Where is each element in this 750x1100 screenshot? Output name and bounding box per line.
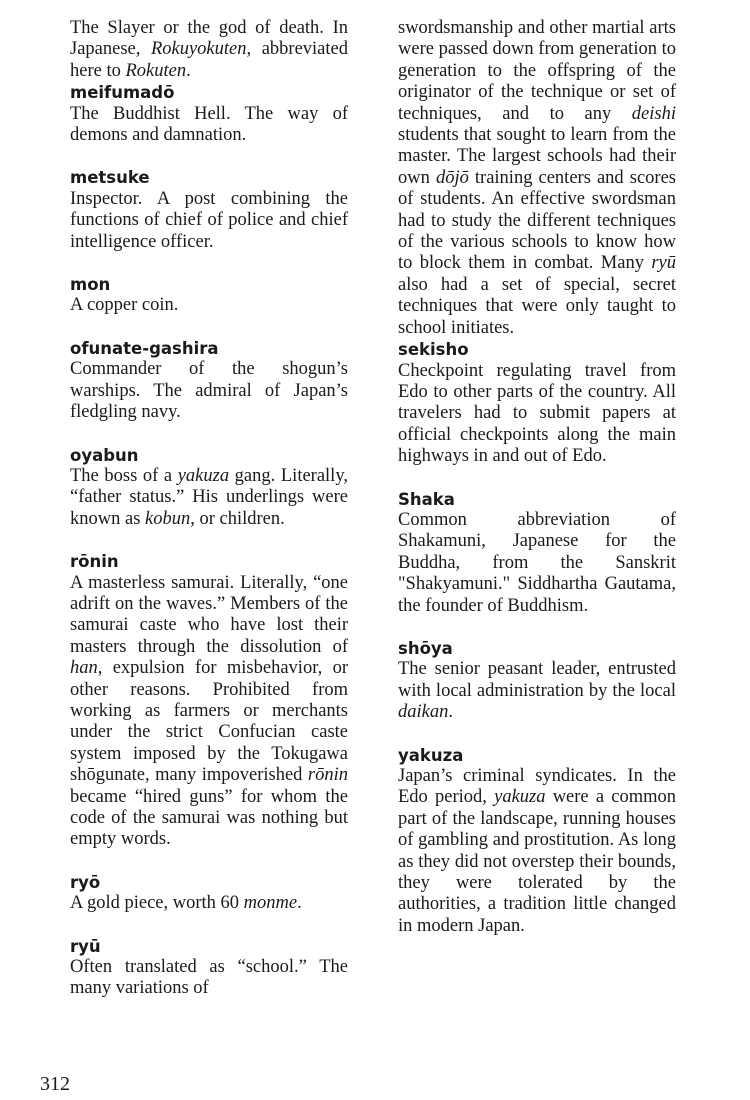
glossary-term: yakuza bbox=[398, 745, 464, 765]
glossary-term: ryū bbox=[70, 936, 101, 956]
glossary-definition: A gold piece, worth 60 monme. bbox=[70, 893, 302, 914]
glossary-definition: The senior peasant leader, entrusted with local administration by the local daikan. bbox=[398, 659, 676, 723]
glossary-term: Shaka bbox=[398, 489, 455, 509]
continued-definition: The Slayer or the god of death. In Japanese, Rokuyokuten, abbreviated here to Rokuten. bbox=[70, 18, 348, 81]
glossary-entry bbox=[70, 872, 348, 915]
glossary-term: sekisho bbox=[398, 340, 469, 360]
glossary-definition: Often translated as “school.” The many variations of bbox=[70, 957, 348, 999]
glossary-definition: The boss of a yakuza gang. Literally, “father status.” His underlings were known as kobun, or children. bbox=[70, 465, 348, 529]
glossary-term: ryō bbox=[70, 872, 101, 892]
glossary-column-left bbox=[70, 18, 348, 1000]
continued-definition: swordsmanship and other martial arts were passed down from generation to generation to the offspring of the originator of the technique or set of techniques, and to any deishi students that sought to learn from the master. The largest schools had their own dōjō training centers and scores of students. An effective swordsman had to study the different techniques of the various schools to know how to block them in combat. Many ryū also had a set of special, secret techniques that were only taught to school initiates. bbox=[398, 18, 676, 338]
glossary-definition: A copper coin. bbox=[70, 295, 179, 316]
glossary-definition: Commander of the shogun’s warships. The admiral of Japan’s fledgling navy. bbox=[70, 359, 348, 423]
glossary-definition: The Buddhist Hell. The way of demons and damnation. bbox=[70, 103, 348, 146]
glossary-entry bbox=[398, 745, 676, 938]
page-number: 312 bbox=[40, 1073, 70, 1095]
glossary-entry-list bbox=[70, 82, 348, 1000]
glossary-entry bbox=[70, 82, 348, 146]
glossary-entry bbox=[70, 338, 348, 424]
glossary-entry bbox=[398, 339, 676, 467]
glossary-term: mon bbox=[70, 275, 111, 295]
glossary-entry-list bbox=[398, 339, 676, 937]
glossary-entry bbox=[398, 489, 676, 617]
glossary-definition: Common abbreviation of Shakamuni, Japanese for the Buddha, from the Sanskrit "Shakyamuni." Siddhartha Gautama, the founder of Buddhism. bbox=[398, 509, 676, 616]
glossary-term: shōya bbox=[398, 638, 453, 658]
glossary-column-right bbox=[398, 18, 676, 937]
glossary-entry bbox=[70, 551, 348, 851]
glossary-definition: A masterless samurai. Literally, “one adrift on the waves.” Members of the samurai caste who have lost their masters through the dissolution of han, expulsion for misbehavior, or other reasons. Prohibited from working as farmers or merchants under the strict Confucian caste system imposed by the Tokugawa shōgunate, many impoverished rōnin became “hired guns” for whom the code of the samurai was nothing but empty words. bbox=[70, 572, 348, 850]
glossary-entry bbox=[70, 445, 348, 531]
glossary-term: ofunate-gashira bbox=[70, 338, 219, 358]
glossary-definition: Inspector. A post combining the functions of chief of police and chief intelligence officer. bbox=[70, 188, 348, 252]
glossary-entry bbox=[70, 274, 348, 317]
glossary-term: metsuke bbox=[70, 168, 150, 188]
glossary-entry bbox=[398, 638, 676, 724]
glossary-term: oyabun bbox=[70, 445, 139, 465]
glossary-term: meifumadō bbox=[70, 83, 175, 103]
glossary-entry bbox=[70, 936, 348, 1000]
glossary-term: rōnin bbox=[70, 552, 119, 572]
glossary-entry bbox=[70, 167, 348, 253]
glossary-definition: Checkpoint regulating travel from Edo to other parts of the country. All travelers had to submit papers at official checkpoints along the main highways in and out of Edo. bbox=[398, 360, 676, 467]
glossary-definition: Japan’s criminal syndicates. In the Edo period, yakuza were a common part of the landscape, running houses of gambling and prostitution. As long as they did not overstep their bounds, they were tolerated by the authorities, a tradition little changed in modern Japan. bbox=[398, 766, 676, 936]
